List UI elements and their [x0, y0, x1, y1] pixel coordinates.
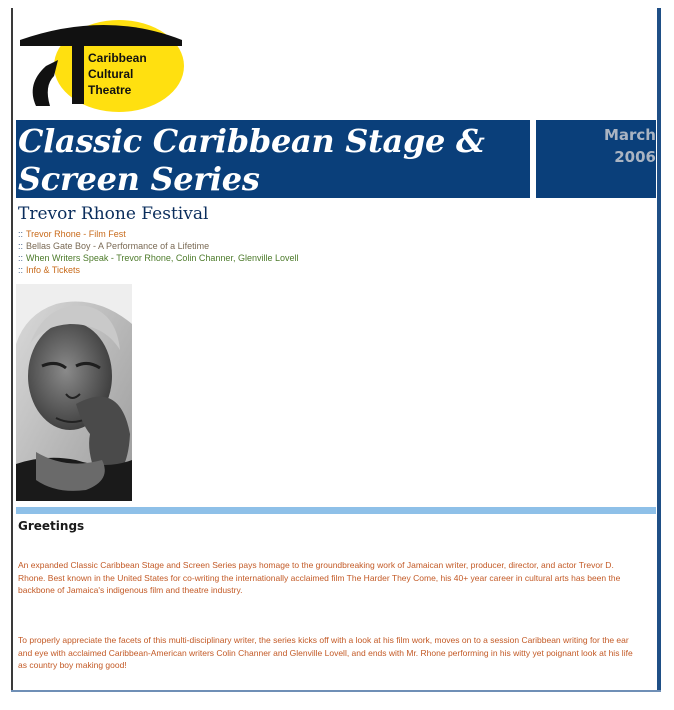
section-divider [16, 507, 656, 514]
logo-text-line2: Cultural [88, 67, 134, 81]
date-year: 2006 [614, 148, 656, 166]
date-box [536, 120, 656, 198]
date-text [604, 124, 656, 168]
nav-separator: :: [18, 229, 24, 239]
nav-separator: :: [18, 265, 24, 275]
festival-nav [18, 228, 298, 276]
nav-item-label[interactable]: When Writers Speak - Trevor Rhone, Colin Channer, Glenville Lovell [26, 253, 299, 263]
nav-item-info-tickets[interactable] [18, 264, 298, 276]
nav-item-when-writers-speak[interactable] [18, 252, 298, 264]
page-title-line2: Screen Series [18, 160, 260, 198]
logo-text-line3: Theatre [88, 83, 132, 97]
page-frame-right [657, 8, 661, 692]
portrait-photo-icon [16, 284, 132, 501]
page-frame-left [11, 8, 13, 692]
title-banner [16, 120, 530, 198]
page-title-line1: Classic Caribbean Stage & [18, 122, 485, 160]
trevor-rhone-portrait [16, 284, 132, 501]
page-frame-bottom [11, 690, 661, 692]
nav-item-label[interactable]: Info & Tickets [26, 265, 81, 275]
caribbean-cultural-theatre-logo[interactable] [16, 14, 186, 114]
nav-separator: :: [18, 241, 24, 251]
nav-separator: :: [18, 253, 24, 263]
page-title [18, 122, 485, 198]
nav-item-label[interactable]: Bellas Gate Boy - A Performance of a Lifetime [26, 241, 210, 251]
nav-item-label[interactable]: Trevor Rhone - Film Fest [26, 229, 126, 239]
greetings-paragraph-1: An expanded Classic Caribbean Stage and Screen Series pays homage to the groundbreaking work of Jamaican writer, producer, director, and actor Trevor D. Rhone. Best known in the United States for co-writing the internationally acclaimed film The Harder They Come, his 40+ year career in cultural arts has been the backbone of Jamaica's indigenous film and theatre industry. [18, 560, 621, 595]
date-month: March [603, 126, 656, 144]
greetings-heading: Greetings [18, 519, 85, 533]
logo-graphic [16, 14, 186, 114]
logo-text-line1: Caribbean [88, 51, 147, 65]
nav-item-bellas-gate-boy[interactable] [18, 240, 298, 252]
nav-item-film-fest[interactable] [18, 228, 298, 240]
greetings-paragraph-2: To properly appreciate the facets of this multi-disciplinary writer, the series kicks off with a look at his film work, moves on to a session Caribbean writing for the ear and eye with acclaimed Caribbean-American writers Colin Channer and Glenville Lovell, and ends with Mr. Rhone performing in his witty yet poignant look at his life as country boy making good! [18, 635, 633, 670]
festival-title: Trevor Rhone Festival [18, 204, 209, 224]
